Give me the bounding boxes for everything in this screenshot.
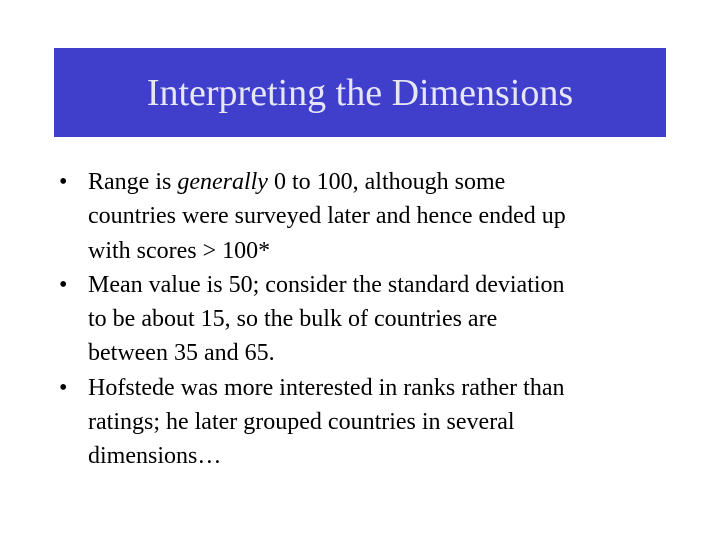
bullet-icon: •: [59, 169, 68, 195]
bullet-line: Hofstede was more interested in ranks rather than: [88, 374, 565, 401]
bullet-icon: •: [59, 374, 68, 401]
bullet-icon: •: [59, 271, 68, 298]
slide-title: Interpreting the Dimensions: [146, 71, 574, 114]
bullet-item-hofstede: [57, 371, 677, 474]
bullet-text: 0 to 100, although some: [267, 169, 506, 195]
bullet-line: dimensions…: [88, 443, 222, 470]
emphasized-text: generally: [177, 169, 268, 195]
bullet-line: ratings; he later grouped countries in several: [88, 409, 515, 436]
bullet-list: [57, 165, 677, 474]
bullet-line: [88, 165, 677, 199]
bullet-line: between 35 and 65.: [88, 340, 275, 367]
title-banner: [54, 48, 666, 137]
bullet-line: to be about 15, so the bulk of countries are: [88, 306, 498, 333]
bullet-line: countries were surveyed later and hence ended up: [88, 203, 566, 230]
bullet-item-range: [57, 165, 677, 268]
bullet-item-mean: [57, 268, 677, 371]
bullet-line: with scores > 100*: [88, 237, 271, 264]
bullet-text: Range is: [88, 169, 178, 195]
bullet-line: Mean value is 50; consider the standard deviation: [88, 271, 565, 298]
